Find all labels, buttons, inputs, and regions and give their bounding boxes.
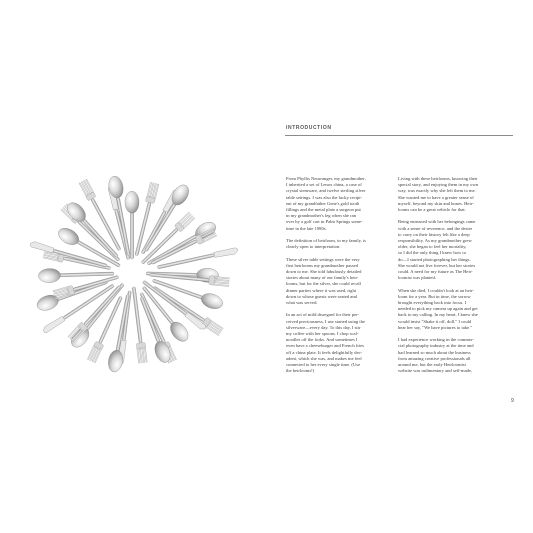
text-line: hear her say, "We have pictures to take." — [398, 324, 473, 330]
text-line: over by a golf cart in Palm Springs some- — [286, 219, 363, 225]
text-line: so I did the only thing I knew how to — [398, 250, 467, 256]
text-line: stories about many of our family's heir- — [286, 275, 359, 281]
text-line: down to me. She told fabulously detailed — [286, 269, 362, 275]
text-line: looms can be a great vehicle for that. — [398, 207, 466, 213]
text-line: back to my calling. In my heart, I knew she — [398, 312, 478, 318]
text-line: I inherited a set of Lenox china, a case of — [286, 182, 362, 188]
text-line: first heirlooms my grandmother passed — [286, 262, 358, 268]
text-line: special story, and enjoying them in my own — [398, 182, 479, 188]
text-line: table settings. I was also the lucky recipi- — [286, 194, 363, 200]
text-column-left — [286, 176, 388, 381]
text-line: with a sense of reverence, and the desire — [398, 225, 473, 231]
paragraph — [286, 238, 388, 250]
text-column-right — [398, 176, 500, 381]
text-line: way, was exactly why she left them to me. — [398, 188, 476, 194]
text-line: The definition of heirloom, in my family, is — [286, 238, 366, 244]
paragraph — [398, 337, 500, 374]
paragraph — [398, 176, 500, 213]
text-line: dinner parties where it was used, right — [286, 287, 357, 293]
text-line: down to whose guests were seated and — [286, 293, 357, 299]
text-line: myself, beyond my skin and bones. Heir- — [398, 200, 474, 206]
heading-rule — [285, 135, 513, 136]
text-line: off a china plate. It feels delightfully dec- — [286, 349, 363, 355]
text-line: crystal stemware, and twelve sterling silver — [286, 188, 366, 194]
text-line: From Phyllis Neuwanger, my grandmother, — [286, 176, 366, 181]
text-line: She wanted me to have a greater sense of — [398, 194, 474, 200]
text-line: fillings and the metal plate a surgeon put — [286, 207, 361, 213]
paragraph — [286, 312, 388, 374]
text-line: Living with these heirlooms, knowing their — [398, 176, 478, 181]
text-line: looms, but for the silver, she could recall — [286, 281, 361, 287]
text-line: time in the late 1980s. — [286, 225, 327, 231]
text-line: She would not live forever, but her stories — [398, 262, 476, 268]
text-line: from amazing creative professionals all — [398, 355, 471, 361]
text-line: silverware—every day. To this day, I stir — [286, 324, 361, 330]
text-line: responsibility. As my grandmother grew — [398, 238, 472, 244]
text-line: Being entrusted with her belongings came — [398, 219, 476, 225]
paragraph — [398, 219, 500, 281]
text-line: loom for a year. But in time, the sorrow — [398, 293, 471, 299]
paragraph — [286, 176, 388, 232]
text-line: could. A need for my future as The Heir- — [398, 269, 473, 275]
text-line: ceived preciousness, I use started using the — [286, 318, 365, 324]
text-line: the heirlooms!) — [286, 368, 315, 374]
text-line: connected to her every single time. (Use — [286, 362, 361, 368]
text-line: website was rudimentary and self-made, — [398, 368, 473, 374]
text-line: in my grandmother's leg when she ran — [286, 213, 356, 219]
text-line: to carry on their history felt like a deep — [398, 231, 470, 237]
text-line: noodles off the forks. And sometimes I — [286, 337, 358, 343]
text-line: loomist was planted. — [398, 275, 436, 281]
knife-icon — [29, 241, 107, 269]
text-line: adent, which she was, and makes me feel — [286, 355, 362, 361]
text-line: In an act of mild disregard for their per- — [286, 312, 360, 318]
text-line: even have a cheeseburger and French fries — [286, 343, 364, 349]
text-line: my coffee with her spoons. I chop scal- — [286, 331, 359, 337]
silverware-burst-image — [22, 163, 242, 383]
section-heading: INTRODUCTION — [286, 125, 332, 131]
page-number: 9 — [511, 398, 514, 404]
text-line: do—I started photographing her things. — [398, 256, 471, 262]
text-line: older, she began to feel her mortality, — [398, 244, 467, 250]
text-line: When she died, I couldn't look at an heir- — [398, 287, 474, 293]
fork-icon — [139, 212, 195, 267]
text-line: what was served. — [286, 300, 318, 306]
text-line: ent of my grandfather Gene's gold tooth — [286, 200, 360, 206]
text-line: clearly open to interpretation. — [286, 244, 341, 250]
text-line: would insist "Shake it off, doll." I could — [398, 318, 472, 324]
spoon-icon — [107, 293, 135, 373]
text-line: needed to pick my camera up again and get — [398, 306, 478, 312]
text-line: cial photography industry at the time and — [398, 343, 474, 349]
text-line: had learned so much about the business — [398, 349, 471, 355]
text-line: These silver table settings were the very — [286, 256, 360, 262]
left-page — [0, 0, 266, 533]
text-line: I had experience working in the commer- — [398, 337, 474, 343]
text-line: brought everything back into focus. I — [398, 300, 467, 306]
right-page — [266, 0, 533, 533]
paragraph — [398, 288, 500, 331]
text-line: around me, but the early Heirloomist — [398, 362, 466, 368]
paragraph — [286, 257, 388, 307]
